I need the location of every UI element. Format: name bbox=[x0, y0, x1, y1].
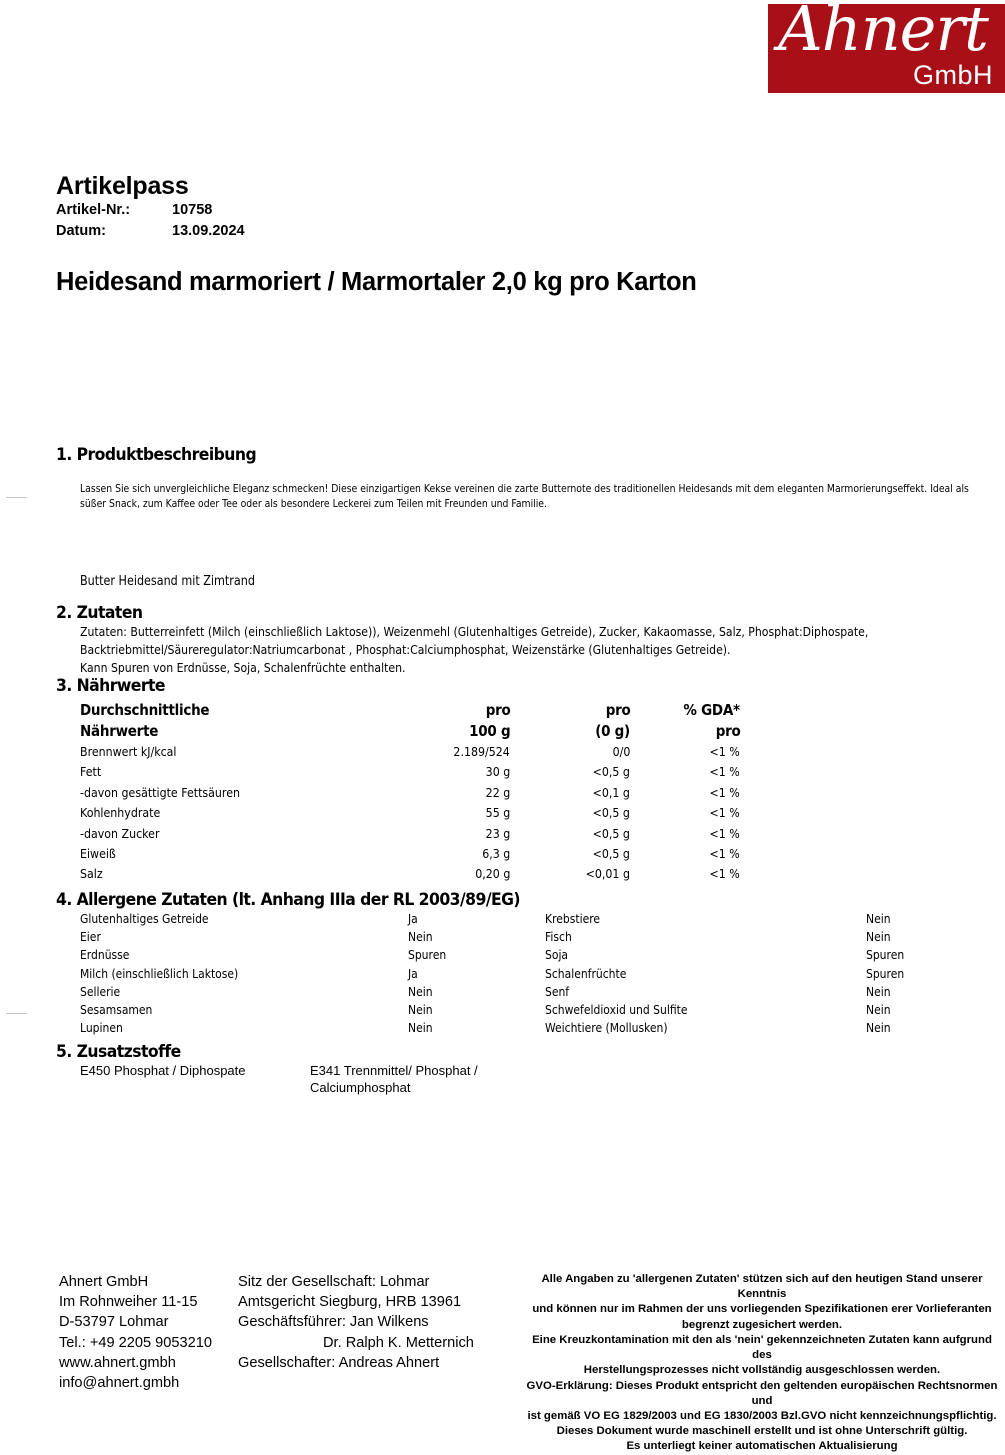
allergens-table bbox=[80, 910, 910, 1038]
nutrition-row-per100: 22 g bbox=[485, 784, 510, 800]
section-heading-nutrition: 3. Nährwerte bbox=[56, 676, 165, 696]
nutrition-row-per100: 6,3 g bbox=[481, 846, 510, 862]
nutrition-row-perportion: <0,5 g bbox=[592, 825, 630, 841]
allergen-value-left: Ja bbox=[407, 911, 418, 926]
footer-registered-office: Sitz der Gesellschaft: Lohmar bbox=[238, 1274, 430, 1290]
disclaimer-line-7: ist gemäß VO EG 1829/2003 und EG 1830/2003 Bzl.GVO nicht kennzeichnungspflichtig. bbox=[527, 1409, 997, 1422]
allergen-value-left: Spuren bbox=[407, 947, 446, 963]
company-logo-subtitle: GmbH bbox=[912, 60, 993, 90]
nutrition-row-name: -davon Zucker bbox=[80, 825, 160, 841]
allergen-value-right: Nein bbox=[866, 911, 891, 926]
nutrition-col2-line1: pro bbox=[605, 701, 630, 719]
nutrition-row-per100: 30 g bbox=[485, 764, 510, 780]
allergen-name-right: Krebstiere bbox=[544, 911, 600, 926]
allergen-value-left: Nein bbox=[407, 1020, 433, 1036]
document-header bbox=[56, 172, 245, 242]
allergen-name-right: Senf bbox=[544, 983, 569, 999]
margin-tick-lower bbox=[6, 1013, 27, 1014]
margin-tick-upper bbox=[6, 497, 27, 498]
allergen-name-left: Lupinen bbox=[80, 1020, 123, 1036]
additive-1-text: E450 Phosphat / Diphospate bbox=[80, 1063, 246, 1078]
footer-company-website[interactable]: www.ahnert.gmbh bbox=[59, 1354, 176, 1371]
nutrition-row bbox=[80, 864, 740, 884]
nutrition-row-name: Salz bbox=[80, 866, 103, 882]
nutrition-row-gda: <1 % bbox=[709, 866, 740, 882]
nutrition-row bbox=[80, 803, 740, 823]
nutrition-row bbox=[80, 762, 740, 782]
footer-company-email[interactable]: info@ahnert.gmbh bbox=[59, 1375, 180, 1392]
disclaimer-line-9: Es unterliegt keiner automatischen Aktualisierung bbox=[626, 1440, 898, 1453]
additive-2-line-1: E341 Trennmittel/ Phosphat / bbox=[310, 1063, 478, 1078]
allergen-value-right: Nein bbox=[866, 929, 891, 945]
footer-company-name: Ahnert GmbH bbox=[59, 1274, 149, 1290]
footer-company-street: Im Rohnweiher 11-15 bbox=[59, 1294, 198, 1311]
section-heading-additives: 5. Zusatzstoffe bbox=[56, 1042, 181, 1062]
article-number-row bbox=[56, 200, 245, 221]
nutrition-row-gda: <1 % bbox=[709, 764, 740, 780]
nutrition-table bbox=[80, 700, 740, 885]
nutrition-row-per100: 2.189/524 bbox=[453, 743, 510, 759]
section-heading-product-description: 1. Produktbeschreibung bbox=[56, 445, 257, 465]
nutrition-row-perportion: <0,5 g bbox=[592, 764, 630, 780]
allergen-name-right: Fisch bbox=[544, 929, 572, 945]
product-title: Heidesand marmoriert / Marmortaler 2,0 kg pro Karton bbox=[56, 268, 697, 296]
allergen-value-left: Nein bbox=[407, 929, 433, 945]
allergen-name-left: Eier bbox=[80, 929, 101, 945]
nutrition-row-gda: <1 % bbox=[709, 846, 740, 862]
allergen-row bbox=[80, 928, 910, 946]
section-heading-allergens: 4. Allergene Zutaten (lt. Anhang IIIa der RL 2003/89/EG) bbox=[56, 890, 520, 910]
footer-company-address bbox=[59, 1272, 239, 1393]
allergen-name-left: Milch (einschließlich Laktose) bbox=[80, 965, 239, 981]
disclaimer-line-5: Herstellungsprozesses nicht vollständig ausgeschlossen werden. bbox=[583, 1364, 941, 1377]
allergen-row bbox=[80, 910, 910, 928]
footer-shareholder: Gesellschafter: Andreas Ahnert bbox=[238, 1354, 440, 1371]
allergen-value-right: Spuren bbox=[866, 947, 905, 963]
allergen-name-left: Sellerie bbox=[80, 983, 121, 999]
date-value: 13.09.2024 bbox=[172, 223, 245, 240]
additive-item-1 bbox=[80, 1062, 300, 1079]
nutrition-row-perportion: <0,5 g bbox=[592, 846, 630, 862]
ingredients-line-3: Kann Spuren von Erdnüsse, Soja, Schalenfrüchte enthalten. bbox=[80, 660, 406, 676]
allergen-name-left: Glutenhaltiges Getreide bbox=[80, 911, 209, 926]
allergen-name-left: Erdnüsse bbox=[80, 947, 130, 963]
allergen-name-right: Schwefeldioxid und Sulfite bbox=[544, 1002, 688, 1018]
nutrition-row-name: Brennwert kJ/kcal bbox=[80, 743, 177, 759]
footer-disclaimer bbox=[522, 1272, 1002, 1455]
nutrition-row-perportion: <0,01 g bbox=[585, 866, 630, 882]
nutrition-row-name: Kohlenhydrate bbox=[80, 805, 161, 821]
allergens-table-wrapper bbox=[80, 910, 910, 1038]
allergen-value-right: Spuren bbox=[866, 965, 905, 981]
ingredients-line-1: Zutaten: Butterreinfett (Milch (einschließlich Laktose)), Weizenmehl (Glutenhaltiges Getreide), Zucker, Kakaomasse, Salz, Phosphat:Diphospate, bbox=[80, 624, 869, 639]
nutrition-row-name: -davon gesättigte Fettsäuren bbox=[80, 784, 240, 800]
nutrition-row-perportion: 0/0 bbox=[612, 743, 630, 759]
article-number-label: Artikel-Nr.: bbox=[56, 202, 131, 218]
nutrition-col3-line1: % GDA* bbox=[683, 701, 740, 719]
product-description-text: Lassen Sie sich unvergleichliche Eleganz schmecken! Diese einzigartigen Kekse vereinen die zarte Butternote des traditionellen Heidesands mit dem eleganten Marmorierungseffekt. Ideal als süßer Snack, zum Kaffee oder Tee oder als besondere Leckerei zum Teilen mit Freunden und Familie. bbox=[80, 482, 969, 511]
ingredients-line-2: Backtriebmittel/Säureregulator:Natriumcarbonat , Phosphat:Calciumphosphat, Weizenstärke (Glutenhaltiges Getreide). bbox=[80, 642, 731, 658]
footer-legal-info bbox=[238, 1272, 523, 1373]
ingredients-text bbox=[80, 623, 940, 677]
date-label: Datum: bbox=[56, 223, 106, 240]
additive-2-line-2: Calciumphosphat bbox=[310, 1080, 411, 1096]
company-logo-banner bbox=[768, 4, 1005, 93]
footer-company-city: D-53797 Lohmar bbox=[59, 1314, 169, 1331]
nutrition-row bbox=[80, 824, 740, 844]
allergen-name-right: Weichtiere (Mollusken) bbox=[544, 1020, 668, 1036]
nutrition-col-label-line1: Durchschnittliche bbox=[80, 701, 210, 719]
allergen-row bbox=[80, 983, 910, 1001]
nutrition-table-wrapper bbox=[80, 700, 740, 885]
nutrition-col3-line2: pro bbox=[715, 721, 740, 740]
nutrition-header-row-1 bbox=[80, 700, 740, 721]
disclaimer-line-8: Dieses Dokument wurde maschinell erstellt und ist ohne Unterschrift gültig. bbox=[556, 1425, 968, 1438]
nutrition-row-per100: 23 g bbox=[485, 825, 510, 841]
allergen-name-left: Sesamsamen bbox=[80, 1002, 153, 1018]
product-subdescription: Butter Heidesand mit Zimtrand bbox=[80, 574, 255, 589]
page-title: Artikelpass bbox=[56, 172, 189, 200]
allergen-value-right: Nein bbox=[866, 1020, 891, 1036]
allergen-row bbox=[80, 965, 910, 983]
disclaimer-line-4: Eine Kreuzkontamination mit den als 'nein' gekennzeichneten Zutaten kann aufgrund des bbox=[532, 1333, 992, 1362]
date-row bbox=[56, 221, 245, 242]
section-heading-ingredients: 2. Zutaten bbox=[56, 603, 143, 623]
allergen-row bbox=[80, 1019, 910, 1037]
allergen-name-right: Soja bbox=[544, 947, 568, 963]
nutrition-col-label-line2: Nährwerte bbox=[80, 721, 159, 740]
article-number-value: 10758 bbox=[172, 202, 213, 218]
allergen-name-right: Schalenfrüchte bbox=[544, 965, 627, 981]
allergen-row bbox=[80, 946, 910, 964]
allergen-row bbox=[80, 1001, 910, 1019]
nutrition-row-gda: <1 % bbox=[709, 805, 740, 821]
allergen-value-left: Ja bbox=[407, 965, 418, 981]
nutrition-col1-line2: 100 g bbox=[468, 721, 510, 740]
company-logo-wordmark: Ahnert bbox=[778, 4, 988, 65]
nutrition-col2-line2: (0 g) bbox=[595, 721, 630, 740]
nutrition-col1-line1: pro bbox=[485, 701, 510, 719]
document-footer bbox=[0, 1272, 1005, 1453]
footer-managing-director-2: Dr. Ralph K. Metternich bbox=[323, 1334, 474, 1351]
disclaimer-line-2: und können nur im Rahmen der uns vorliegenden Spezifikationen erer Vorlieferanten bbox=[532, 1303, 992, 1316]
allergen-value-left: Nein bbox=[407, 983, 433, 999]
footer-court-registration: Amtsgericht Siegburg, HRB 13961 bbox=[238, 1294, 462, 1311]
nutrition-row-perportion: <0,5 g bbox=[592, 805, 630, 821]
nutrition-row-name: Eiweiß bbox=[80, 846, 116, 862]
allergen-value-right: Nein bbox=[866, 983, 891, 999]
nutrition-row-name: Fett bbox=[80, 764, 102, 780]
nutrition-row-per100: 0,20 g bbox=[474, 866, 510, 882]
nutrition-row-perportion: <0,1 g bbox=[592, 784, 630, 800]
additive-item-2 bbox=[310, 1062, 530, 1096]
nutrition-row bbox=[80, 783, 740, 803]
footer-managing-director-1: Geschäftsführer: Jan Wilkens bbox=[238, 1314, 429, 1331]
nutrition-row-gda: <1 % bbox=[709, 784, 740, 800]
nutrition-row-gda: <1 % bbox=[709, 825, 740, 841]
nutrition-row-per100: 55 g bbox=[485, 805, 510, 821]
disclaimer-line-1: Alle Angaben zu 'allergenen Zutaten' stützen sich auf den heutigen Stand unserer Kenntnis bbox=[541, 1273, 983, 1301]
disclaimer-line-3: begrenzt zugesichert werden. bbox=[681, 1318, 843, 1331]
footer-company-phone: Tel.: +49 2205 9053210 bbox=[59, 1334, 212, 1351]
nutrition-header-row-2 bbox=[80, 721, 740, 742]
disclaimer-line-6: GVO-Erklärung: Dieses Produkt entspricht den geltenden europäischen Rechtsnormen und bbox=[526, 1379, 998, 1407]
allergen-value-right: Nein bbox=[866, 1002, 891, 1018]
nutrition-row-gda: <1 % bbox=[709, 743, 740, 759]
allergen-value-left: Nein bbox=[407, 1002, 433, 1018]
nutrition-row bbox=[80, 844, 740, 864]
nutrition-row bbox=[80, 742, 740, 762]
